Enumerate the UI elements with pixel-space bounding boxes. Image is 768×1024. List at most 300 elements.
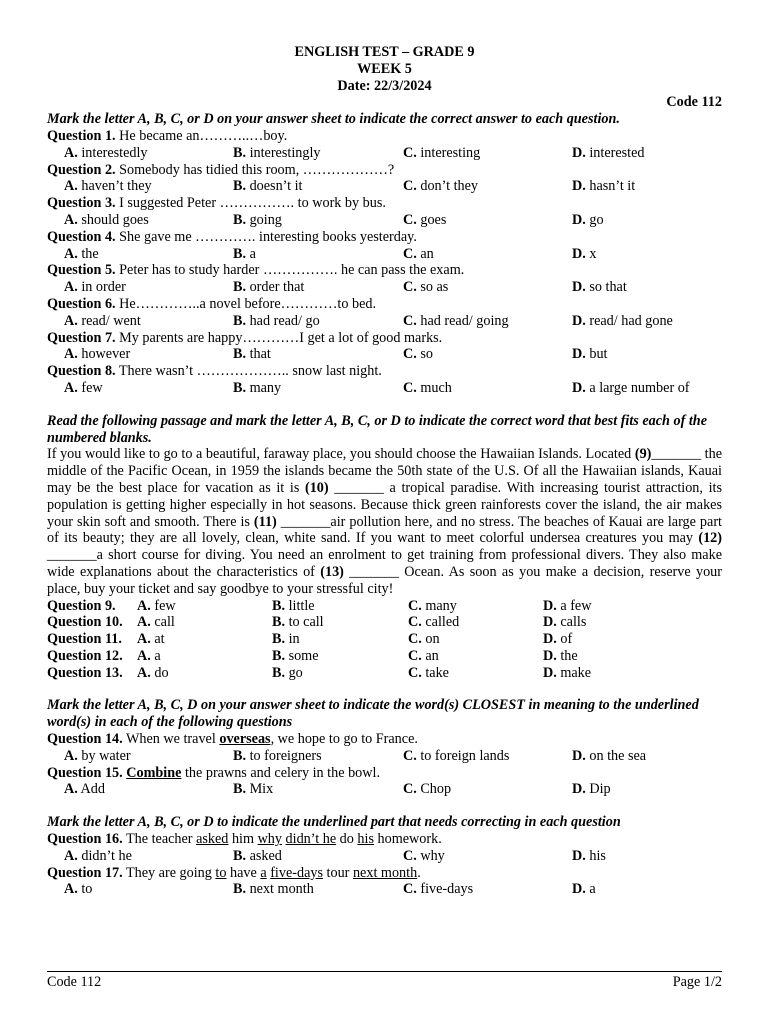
option-text: five-days (416, 881, 474, 898)
option-letter: A. (64, 279, 78, 296)
option-letter: D. (572, 781, 586, 798)
option-text: go (585, 211, 604, 228)
option-text: do (150, 664, 169, 681)
option-c[interactable] (403, 848, 445, 865)
test-code: Code 112 (666, 94, 722, 111)
question-label: Question 4. (47, 228, 116, 245)
option-text: make (556, 664, 592, 681)
option-letter: C. (403, 178, 417, 195)
option-text: should goes (77, 211, 149, 228)
option-b[interactable] (233, 881, 314, 898)
question-text: There wasn’t ……………….. snow last night. (115, 363, 382, 380)
option-letter: C. (403, 279, 417, 296)
option-text: so as (416, 279, 449, 296)
question-text: him (228, 831, 258, 848)
option-letter: B. (233, 279, 247, 296)
question-label: Question 13. (47, 664, 123, 681)
option-letter: D. (543, 631, 557, 648)
option-letter: D. (572, 312, 586, 329)
option-letter: C. (408, 647, 422, 664)
option-letter: C. (403, 881, 417, 898)
option-b[interactable] (233, 212, 282, 229)
question-line (47, 262, 722, 279)
underlined-word: Combine (126, 764, 182, 781)
question-label: Question 1. (47, 127, 116, 144)
option-text: interesting (416, 144, 481, 161)
option-b[interactable] (233, 346, 271, 363)
passage-text: _______a short course for diving. You need an enrolment to get training from professional divers. They also make wide explanations about the characteristics of (47, 547, 722, 580)
underlined-part: why (257, 831, 282, 848)
option-text: in (285, 631, 300, 648)
question-text: She gave me …………. interesting books yesterday. (115, 228, 417, 245)
option-letter: D. (572, 379, 586, 396)
option-c[interactable] (403, 145, 480, 162)
option-text: call (150, 614, 175, 631)
option-a[interactable] (64, 246, 99, 263)
option-letter: A. (64, 178, 78, 195)
option-d[interactable] (572, 145, 645, 162)
option-letter: B. (233, 144, 247, 161)
option-text: x (585, 245, 597, 262)
option-c[interactable] (403, 212, 446, 229)
option-letter: C. (403, 847, 417, 864)
option-c[interactable] (403, 246, 434, 263)
question-label: Question 8. (47, 363, 116, 380)
option-text: some (285, 647, 319, 664)
options-row (47, 881, 722, 898)
options-row (47, 145, 722, 162)
section2-questions (47, 598, 722, 682)
underlined-part: asked (196, 831, 229, 848)
options-row (47, 380, 722, 397)
option-a[interactable] (64, 346, 130, 363)
question-label: Question 12. (47, 647, 123, 664)
option-c[interactable] (403, 178, 478, 195)
option-text: to call (285, 614, 324, 631)
option-text: interestingly (246, 144, 321, 161)
option-letter: C. (403, 211, 417, 228)
option-text: a (585, 881, 596, 898)
option-text: Mix (246, 781, 274, 798)
option-text: interested (585, 144, 645, 161)
option-a[interactable] (64, 380, 103, 397)
question-text: . (417, 864, 421, 881)
question-row (47, 598, 722, 615)
option-letter: B. (272, 597, 286, 614)
option-text: however (77, 346, 131, 363)
option-c[interactable] (403, 313, 509, 330)
option-a[interactable] (64, 848, 132, 865)
option-letter: D. (543, 647, 557, 664)
option-c[interactable] (403, 279, 448, 296)
passage-text: If you would like to go to a beautiful, faraway place, you should choose the Hawaiian Islands. Located (47, 446, 635, 463)
test-title: ENGLISH TEST – GRADE 9 (294, 44, 475, 60)
option-letter: C. (408, 664, 422, 681)
option-c[interactable] (408, 648, 439, 665)
option-a[interactable] (137, 631, 165, 648)
option-d[interactable] (572, 346, 607, 363)
option-a[interactable] (64, 212, 149, 229)
question-label: Question 9. (47, 597, 116, 614)
option-d[interactable] (572, 848, 606, 865)
option-text: doesn’t it (246, 178, 303, 195)
option-text: much (416, 379, 452, 396)
underlined-word: overseas (219, 731, 271, 748)
option-b[interactable] (233, 313, 320, 330)
options-row (47, 279, 722, 296)
option-letter: D. (572, 346, 586, 363)
options-row (47, 346, 722, 363)
question-line (47, 229, 722, 246)
option-a[interactable] (137, 648, 161, 665)
option-letter: C. (403, 346, 417, 363)
option-a[interactable] (137, 598, 176, 615)
option-letter: B. (233, 747, 247, 764)
option-text: a large number of (585, 379, 690, 396)
options-row (47, 781, 722, 798)
option-letter: A. (137, 614, 151, 631)
option-letter: C. (408, 597, 422, 614)
option-c[interactable] (408, 614, 459, 631)
option-text: the (77, 245, 99, 262)
section1-instruction: Mark the letter A, B, C, or D on your answer sheet to indicate the correct answer to each question. (47, 111, 620, 128)
option-letter: A. (64, 379, 78, 396)
question-text: have (226, 864, 261, 881)
question-text: homework. (373, 831, 442, 848)
option-letter: C. (408, 614, 422, 631)
option-a[interactable] (64, 881, 92, 898)
option-text: asked (246, 847, 282, 864)
underlined-bold (126, 765, 181, 781)
option-letter: D. (572, 178, 586, 195)
options-row (47, 748, 722, 765)
option-letter: A. (137, 664, 151, 681)
option-letter: D. (543, 597, 557, 614)
option-text: order that (246, 279, 305, 296)
option-letter: A. (64, 346, 78, 363)
option-d[interactable] (572, 246, 596, 263)
section3-instruction: Mark the letter A, B, C, D on your answer sheet to indicate the word(s) CLOSEST in meaning to the underlined word(s) in each of the following questions (47, 697, 699, 731)
option-d[interactable] (543, 614, 586, 631)
question-line (47, 363, 722, 380)
option-letter: A. (137, 631, 151, 648)
footer-page: Page 1/2 (672, 974, 722, 990)
question-text: , we hope to go to France. (270, 731, 418, 748)
question-text: He…………..a novel before…………to bed. (115, 295, 377, 312)
option-text: to foreign lands (416, 747, 510, 764)
question-text: My parents are happy…………I get a lot of good marks. (115, 329, 443, 346)
question-line (47, 865, 722, 882)
question-text: They are going (122, 864, 216, 881)
question-line (47, 162, 722, 179)
option-letter: B. (233, 847, 247, 864)
blank-number: (9) (634, 446, 652, 463)
option-text: a (150, 647, 161, 664)
question-text: I suggested Peter ……………. to work by bus. (115, 195, 386, 212)
option-d[interactable] (572, 178, 635, 195)
options-row (47, 313, 722, 330)
option-text: called (421, 614, 460, 631)
option-text: interestedly (77, 144, 148, 161)
underlined-part: to (215, 864, 227, 881)
option-letter: A. (64, 144, 78, 161)
underlined-part: didn’t he (285, 831, 337, 848)
option-b[interactable] (233, 246, 256, 263)
question-row (47, 648, 722, 665)
option-d[interactable] (572, 748, 646, 765)
question-line (47, 195, 722, 212)
option-text: of (556, 631, 573, 648)
option-a[interactable] (137, 665, 169, 682)
question-row (47, 614, 722, 631)
option-letter: C. (403, 144, 417, 161)
option-letter: A. (64, 211, 78, 228)
option-b[interactable] (233, 748, 322, 765)
option-text: didn’t he (77, 847, 132, 864)
option-text: why (416, 847, 445, 864)
option-text: a (246, 245, 256, 262)
section4-instruction: Mark the letter A, B, C, or D to indicate the underlined part that needs correcting in each question (47, 814, 621, 831)
question-text: Peter has to study harder ……………. he can pass the exam. (115, 262, 465, 279)
options-row (47, 246, 722, 263)
option-a[interactable] (64, 279, 126, 296)
option-letter: D. (543, 614, 557, 631)
option-c[interactable] (403, 380, 452, 397)
passage-text: _______ a tropical paradise. With increasing tourist attraction, its population is getting higher especially in hot seasons. Because thick green rainforests cover the island, the air makes your skin soft and smooth. There is (47, 479, 722, 530)
option-letter: D. (543, 664, 557, 681)
option-text: read/ went (77, 312, 141, 329)
option-text: on (421, 631, 440, 648)
option-b[interactable] (272, 631, 300, 648)
question-label: Question 5. (47, 262, 116, 279)
option-text: an (421, 647, 439, 664)
option-d[interactable] (543, 631, 572, 648)
option-text: take (421, 664, 449, 681)
underlined-bold (219, 731, 270, 747)
option-letter: C. (403, 781, 417, 798)
option-text: his (585, 847, 606, 864)
option-text: few (150, 597, 176, 614)
passage-text: _______ the middle of the Pacific Ocean, in 1959 the islands became the 50th state of the U.S. Of all the Hawaiian islands, Kauai may be the best place for vacation as it is (47, 446, 722, 496)
section1-questions (47, 128, 722, 397)
option-text: don’t they (416, 178, 479, 195)
section2-instruction: Read the following passage and mark the letter A, B, C, or D to indicate the correct word that best fits each of the numbered blanks. (47, 412, 707, 446)
option-a[interactable] (64, 313, 141, 330)
option-c[interactable] (403, 781, 451, 798)
question-label: Question 7. (47, 329, 116, 346)
option-text: but (585, 346, 608, 363)
option-a[interactable] (64, 781, 105, 798)
option-letter: B. (272, 664, 286, 681)
option-b[interactable] (272, 648, 319, 665)
option-text: Dip (585, 781, 611, 798)
question-text: The teacher (122, 831, 197, 848)
blank-number: (10) (304, 479, 329, 496)
test-week: WEEK 5 (357, 60, 412, 77)
option-d[interactable] (543, 665, 591, 682)
option-c[interactable] (403, 346, 433, 363)
test-page (47, 44, 722, 898)
option-c[interactable] (408, 631, 440, 648)
option-letter: B. (233, 245, 247, 262)
question-label: Question 2. (47, 161, 116, 178)
option-c[interactable] (403, 881, 473, 898)
option-text: the (556, 647, 578, 664)
option-c[interactable] (403, 748, 509, 765)
option-letter: B. (272, 647, 286, 664)
option-text: next month (246, 881, 314, 898)
question-line (47, 731, 722, 748)
options-row (47, 178, 722, 195)
options-row (47, 212, 722, 229)
question-line (47, 296, 722, 313)
option-d[interactable] (572, 279, 627, 296)
option-b[interactable] (272, 598, 315, 615)
option-letter: A. (137, 647, 151, 664)
option-text: hasn’t it (585, 178, 636, 195)
option-text: calls (556, 614, 587, 631)
option-text: haven’t they (77, 178, 152, 195)
option-b[interactable] (233, 279, 304, 296)
option-text: Add (77, 781, 105, 798)
question-label: Question 17. (47, 864, 123, 881)
question-text: do (336, 831, 358, 848)
passage-text: _______ Ocean. As soon as you make a decision, reserve your place, buy your ticket and say goodbye to your stressful city! (47, 563, 722, 597)
option-b[interactable] (233, 145, 321, 162)
option-text: a few (556, 597, 592, 614)
blank-number: (11) (253, 513, 277, 530)
underlined-part: next month (352, 864, 418, 881)
option-text: go (285, 664, 303, 681)
underlined-part: a (260, 864, 267, 881)
underlined-part: his (357, 831, 374, 848)
option-letter: A. (64, 881, 78, 898)
passage-text: _______air pollution here, and no stress. The beaches of Kauai are large part of its beauty; they are all lovely, clean, white sand. If you want to meet colorful undersea creatures you may (47, 513, 722, 547)
option-letter: A. (64, 312, 78, 329)
option-letter: B. (233, 346, 247, 363)
option-text: had read/ going (416, 312, 509, 329)
option-d[interactable] (572, 881, 596, 898)
option-letter: B. (233, 178, 247, 195)
option-b[interactable] (272, 614, 324, 631)
option-letter: B. (233, 781, 247, 798)
option-text: few (77, 379, 103, 396)
option-text: an (416, 245, 434, 262)
option-b[interactable] (233, 178, 303, 195)
option-letter: D. (572, 144, 586, 161)
option-letter: C. (403, 312, 417, 329)
option-letter: A. (64, 781, 78, 798)
option-text: so that (585, 279, 627, 296)
question-label: Question 15. (47, 764, 123, 781)
reading-passage (47, 446, 722, 597)
option-text: so (416, 346, 433, 363)
options-row (47, 848, 722, 865)
option-d[interactable] (572, 380, 690, 397)
option-text: little (285, 597, 315, 614)
blank-number: (12) (698, 530, 722, 547)
question-label: Question 16. (47, 831, 123, 848)
page-footer (47, 971, 722, 990)
question-text: tour (323, 864, 353, 881)
blank-number: (13) (320, 563, 344, 580)
question-text: He became an………..…boy. (115, 127, 288, 144)
option-letter: A. (64, 747, 78, 764)
option-text: read/ had gone (585, 312, 673, 329)
option-letter: A. (64, 245, 78, 262)
option-letter: D. (572, 747, 586, 764)
option-letter: C. (408, 631, 422, 648)
option-text: going (246, 211, 282, 228)
option-letter: D. (572, 881, 586, 898)
option-text: goes (416, 211, 447, 228)
footer-code: Code 112 (47, 974, 102, 990)
option-c[interactable] (408, 598, 457, 615)
option-letter: B. (233, 379, 247, 396)
option-text: to foreigners (246, 747, 322, 764)
question-row (47, 631, 722, 648)
option-letter: C. (403, 747, 417, 764)
option-letter: D. (572, 847, 586, 864)
option-a[interactable] (137, 614, 175, 631)
option-text: many (246, 379, 282, 396)
question-line (47, 128, 722, 145)
option-text: to (77, 881, 93, 898)
question-line (47, 330, 722, 347)
test-date: Date: 22/3/2024 (337, 77, 432, 94)
option-d[interactable] (543, 598, 591, 615)
option-b[interactable] (272, 665, 303, 682)
option-b[interactable] (233, 848, 282, 865)
question-line (47, 765, 722, 782)
option-letter: B. (233, 881, 247, 898)
option-c[interactable] (408, 665, 449, 682)
option-d[interactable] (572, 313, 673, 330)
option-d[interactable] (572, 781, 611, 798)
option-text: Chop (416, 781, 452, 798)
question-line (47, 831, 722, 848)
option-letter: C. (403, 245, 417, 262)
option-letter: B. (272, 614, 286, 631)
question-label: Question 10. (47, 614, 123, 631)
question-label: Question 14. (47, 731, 123, 748)
question-label: Question 3. (47, 195, 116, 212)
question-text: Somebody has tidied this room, ………………? (115, 161, 395, 178)
question-text: the prawns and celery in the bowl. (181, 764, 380, 781)
option-letter: B. (233, 312, 247, 329)
option-letter: A. (137, 597, 151, 614)
question-row (47, 665, 722, 682)
option-letter: C. (403, 379, 417, 396)
option-d[interactable] (543, 648, 578, 665)
question-text: When we travel (122, 731, 220, 748)
section4-questions (47, 831, 722, 898)
option-letter: B. (272, 631, 286, 648)
underlined-part: five-days (270, 864, 323, 881)
option-text: had read/ go (246, 312, 320, 329)
section3-questions (47, 731, 722, 798)
option-a[interactable] (64, 748, 131, 765)
option-letter: D. (572, 279, 586, 296)
option-a[interactable] (64, 145, 148, 162)
option-letter: D. (572, 211, 586, 228)
question-label: Question 6. (47, 295, 116, 312)
option-b[interactable] (233, 380, 281, 397)
option-d[interactable] (572, 212, 604, 229)
option-a[interactable] (64, 178, 152, 195)
option-b[interactable] (233, 781, 273, 798)
option-letter: B. (233, 211, 247, 228)
